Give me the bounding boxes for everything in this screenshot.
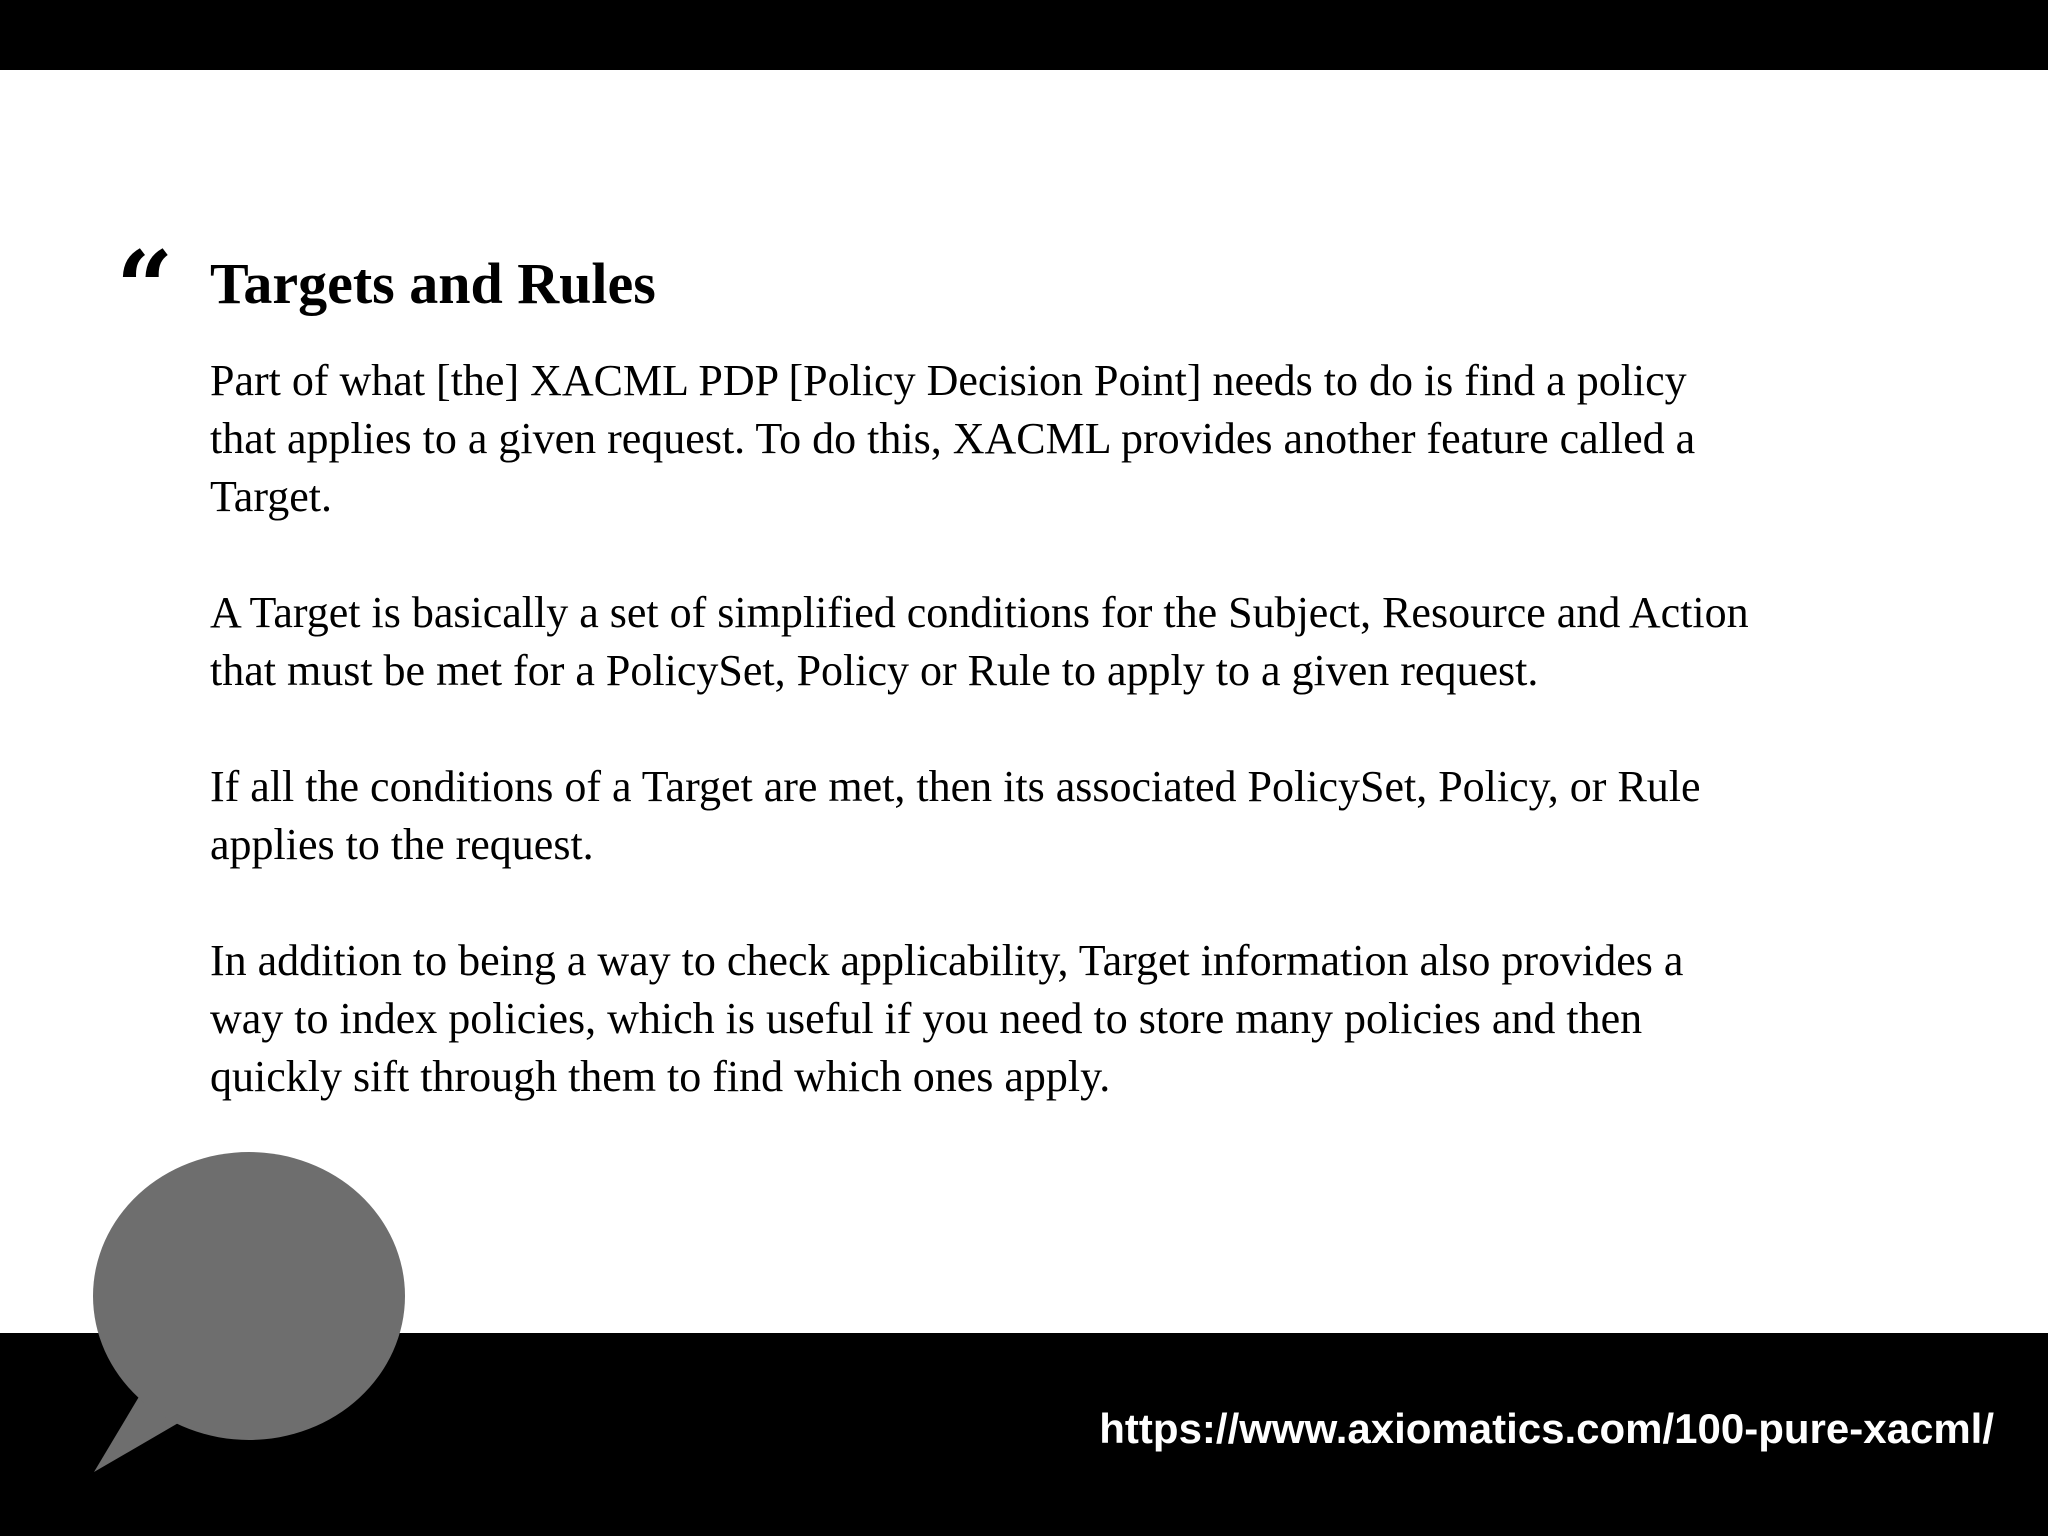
paragraph-3 (210, 758, 1910, 874)
paragraph-4-line-2: way to index policies, which is useful if you need to store many policies and then (210, 994, 1643, 1043)
source-url-link[interactable]: https://www.axiomatics.com/100-pure-xacml/ (1099, 1405, 1994, 1452)
paragraph-1-line-2: that applies to a given request. To do this, XACML provides another feature called a (210, 414, 1696, 463)
paragraph-3-line-2: applies to the request. (210, 820, 594, 869)
slide-title: Targets and Rules (210, 251, 656, 316)
paragraph-4 (210, 932, 1910, 1106)
paragraph-2 (210, 584, 1910, 700)
slide-body (210, 352, 1910, 1164)
paragraph-1-line-1: Part of what [the] XACML PDP [Policy Decision Point] needs to do is find a policy (210, 356, 1687, 405)
paragraph-3-line-1: If all the conditions of a Target are met, then its associated PolicySet, Policy, or Rule (210, 762, 1701, 811)
quote-icon: “ (116, 229, 174, 347)
top-bar (0, 0, 2048, 70)
paragraph-1 (210, 352, 1910, 526)
paragraph-2-line-2: that must be met for a PolicySet, Policy or Rule to apply to a given request. (210, 646, 1539, 695)
paragraph-4-line-1: In addition to being a way to check applicability, Target information also provides a (210, 936, 1684, 985)
speech-bubble-icon (88, 1150, 418, 1475)
paragraph-2-line-1: A Target is basically a set of simplified conditions for the Subject, Resource and Action (210, 588, 1749, 637)
paragraph-1-line-3: Target. (210, 472, 332, 521)
paragraph-4-line-3: quickly sift through them to find which ones apply. (210, 1052, 1111, 1101)
